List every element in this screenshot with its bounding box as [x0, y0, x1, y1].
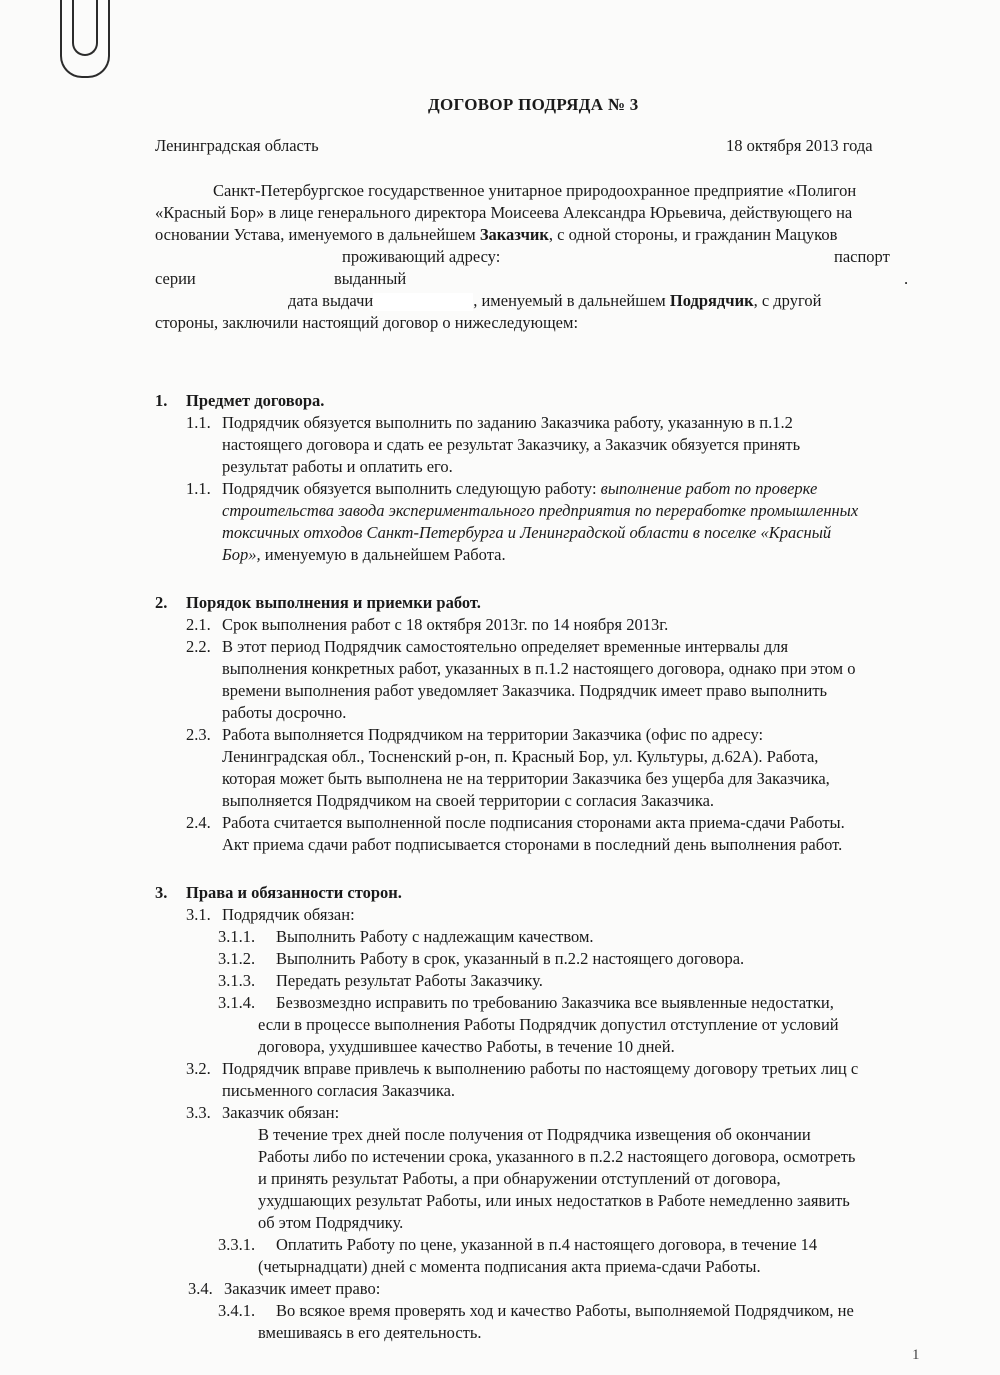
clause-2-4-line-1: Работа считается выполненной после подписания сторонами акта приема-сдачи Работы.	[222, 813, 845, 832]
clause-3-3-line-2: Работы либо по истечении срока, указанного в п.2.2 настоящего договора, осмотреть	[258, 1147, 856, 1166]
intro-line-6-text: , именуемый в дальнейшем	[473, 291, 670, 310]
intro-line-3-tail: , с одной стороны, и гражданин Мацуков	[548, 225, 838, 244]
clause-3-1-number: 3.1.	[186, 905, 211, 924]
clause-1-2-line-1-italic: выполнение работ по проверке	[600, 479, 818, 498]
contractor-term: Подрядчик	[669, 291, 754, 310]
intro-line-3	[155, 224, 837, 247]
contract-date: 18 октября 2013 года	[726, 136, 873, 155]
clause-1-1-line-1: Подрядчик обязуется выполнить по заданию Заказчика работу, указанную в п.1.2	[222, 413, 793, 432]
section-1-title: Предмет договора.	[186, 391, 325, 410]
contract-place: Ленинградская область	[155, 136, 319, 155]
clause-2-2-number: 2.2.	[186, 637, 211, 656]
clause-2-3-line-4: выполняется Подрядчиком на своей территории с согласия Заказчика.	[222, 791, 715, 810]
clause-3-1-3-number: 3.1.3.	[218, 971, 256, 990]
section-3-title: Права и обязанности сторон.	[186, 883, 402, 902]
clause-3-4-number: 3.4.	[188, 1279, 213, 1298]
clause-2-2-line-1: В этот период Подрядчик самостоятельно определяет временные интервалы для	[222, 637, 789, 656]
intro-series-label: серии	[155, 269, 196, 288]
intro-issued-label: выданный	[334, 269, 407, 288]
clause-3-4-text: Заказчик имеет право:	[224, 1279, 381, 1298]
clause-3-3-number: 3.3.	[186, 1103, 211, 1122]
clause-3-1-3-text: Передать результат Работы Заказчику.	[276, 971, 543, 990]
clause-3-3-line-3: и принять результат Работы, а при обнаружении отступлений от договора,	[258, 1169, 781, 1188]
clause-3-3-text: Заказчик обязан:	[222, 1103, 340, 1122]
clause-1-1-line-2: настоящего договора и сдать ее результат Заказчику, а Заказчик обязуется принять	[222, 435, 801, 454]
clause-2-3-line-2: Ленинградская обл., Тосненский р-он, п. Красный Бор, ул. Культуры, д.62А). Работа,	[222, 747, 819, 766]
intro-issue-date-label: дата выдачи	[288, 291, 374, 310]
clause-2-3-number: 2.3.	[186, 725, 211, 744]
clause-3-3-line-4: ухудшающих результат Работы, или иных недостатков в Работе немедленно заявить	[258, 1191, 850, 1210]
clause-3-1-2-text: Выполнить Работу в срок, указанный в п.2.2 настоящего договора.	[276, 949, 745, 968]
clause-2-4-line-2: Акт приема сдачи работ подписывается сторонами в последний день выполнения работ.	[222, 835, 843, 854]
section-3-number: 3.	[155, 883, 168, 902]
clause-3-3-1-line-2: (четырнадцати) дней с момента подписания акта приема-сдачи Работы.	[258, 1257, 761, 1276]
clause-1-2-line-4-text: именуемую в дальнейшем Работа.	[260, 545, 506, 564]
clause-3-1-2-number: 3.1.2.	[218, 949, 256, 968]
clause-1-1-number: 1.1.	[186, 413, 211, 432]
clause-3-1-4-line-2: если в процессе выполнения Работы Подрядчик допустил отступление от условий	[258, 1015, 839, 1034]
clause-2-2-line-4: работы досрочно.	[222, 703, 347, 722]
section-1-number: 1.	[155, 391, 168, 410]
intro-passport-label: паспорт	[834, 247, 890, 266]
clause-3-1-text: Подрядчик обязан:	[222, 905, 355, 924]
clause-3-2-number: 3.2.	[186, 1059, 211, 1078]
clause-1-2-number: 1.1.	[186, 479, 211, 498]
intro-line-6	[288, 290, 821, 313]
clause-3-2-line-1: Подрядчик вправе привлечь к выполнению работы по настоящему договору третьих лиц с	[222, 1059, 859, 1078]
clause-3-3-line-1: В течение трех дней после получения от Подрядчика извещения об окончании	[258, 1125, 811, 1144]
customer-term: Заказчик	[479, 225, 549, 244]
page-number: 1	[912, 1347, 920, 1363]
clause-2-1-number: 2.1.	[186, 615, 211, 634]
clause-1-2-line-4-italic: Бор»,	[222, 545, 261, 564]
intro-line-6-tail: , с другой	[753, 291, 822, 310]
clause-3-4-1-line-1: Во всякое время проверять ход и качество Работы, выполняемой Подрядчиком, не	[276, 1301, 854, 1320]
intro-line-2: «Красный Бор» в лице генерального директора Моисеева Александра Юрьевича, действующего на	[155, 203, 853, 222]
clause-1-2-line-1	[222, 478, 817, 501]
clause-1-2-line-2: строительства завода экспериментального предприятия по переработке промышленных	[222, 501, 859, 520]
clause-1-2-line-4	[222, 544, 506, 567]
document-title: ДОГОВОР ПОДРЯДА № 3	[428, 95, 639, 114]
intro-line-5-dot: .	[904, 269, 909, 288]
clause-3-1-4-number: 3.1.4.	[218, 993, 256, 1012]
clause-2-1-text: Срок выполнения работ с 18 октября 2013г. по 14 ноября 2013г.	[222, 615, 669, 634]
intro-line-1: Санкт-Петербургское государственное унитарное природоохранное предприятие «Полигон	[213, 181, 857, 200]
section-2-number: 2.	[155, 593, 168, 612]
intro-line-3-text: основании Устава, именуемого в дальнейшем	[155, 225, 480, 244]
clause-2-3-line-3: которая может быть выполнена не на территории Заказчика без ущерба для Заказчика,	[222, 769, 830, 788]
clause-1-1-line-3: результат работы и оплатить его.	[222, 457, 453, 476]
clause-1-2-line-1-text: Подрядчик обязуется выполнить следующую работу:	[222, 479, 601, 498]
clause-3-4-1-line-2: вмешиваясь в его деятельность.	[258, 1323, 482, 1342]
clause-2-2-line-2: выполнения конкретных работ, указанных в п.1.2 настоящего договора, однако при этом о	[222, 659, 856, 678]
paper-clip-inner-icon	[72, 0, 98, 56]
clause-3-1-4-line-1: Безвозмездно исправить по требованию Заказчика все выявленные недостатки,	[276, 993, 834, 1012]
redacted-issue-date	[373, 293, 473, 311]
clause-3-3-1-number: 3.3.1.	[218, 1235, 256, 1254]
clause-2-3-line-1: Работа выполняется Подрядчиком на территории Заказчика (офис по адресу:	[222, 725, 764, 744]
clause-3-3-line-5: об этом Подрядчику.	[258, 1213, 404, 1232]
intro-line-7: стороны, заключили настоящий договор о нижеследующем:	[155, 313, 579, 332]
clause-3-4-1-number: 3.4.1.	[218, 1301, 256, 1320]
clause-3-2-line-2: письменного согласия Заказчика.	[222, 1081, 456, 1100]
clause-3-1-1-number: 3.1.1.	[218, 927, 256, 946]
intro-address-label: проживающий адресу:	[342, 247, 501, 266]
clause-3-3-1-line-1: Оплатить Работу по цене, указанной в п.4 настоящего договора, в течение 14	[276, 1235, 818, 1254]
clause-3-1-1-text: Выполнить Работу с надлежащим качеством.	[276, 927, 594, 946]
clause-3-1-4-line-3: договора, ухудшившее качество Работы, в течение 10 дней.	[258, 1037, 675, 1056]
clause-2-2-line-3: времени выполнения работ уведомляет Заказчика. Подрядчик имеет право выполнить	[222, 681, 828, 700]
clause-2-4-number: 2.4.	[186, 813, 211, 832]
section-2-title: Порядок выполнения и приемки работ.	[186, 593, 481, 612]
clause-1-2-line-3: токсичных отходов Санкт-Петербурга и Ленинградской области в поселке «Красный	[222, 523, 832, 542]
